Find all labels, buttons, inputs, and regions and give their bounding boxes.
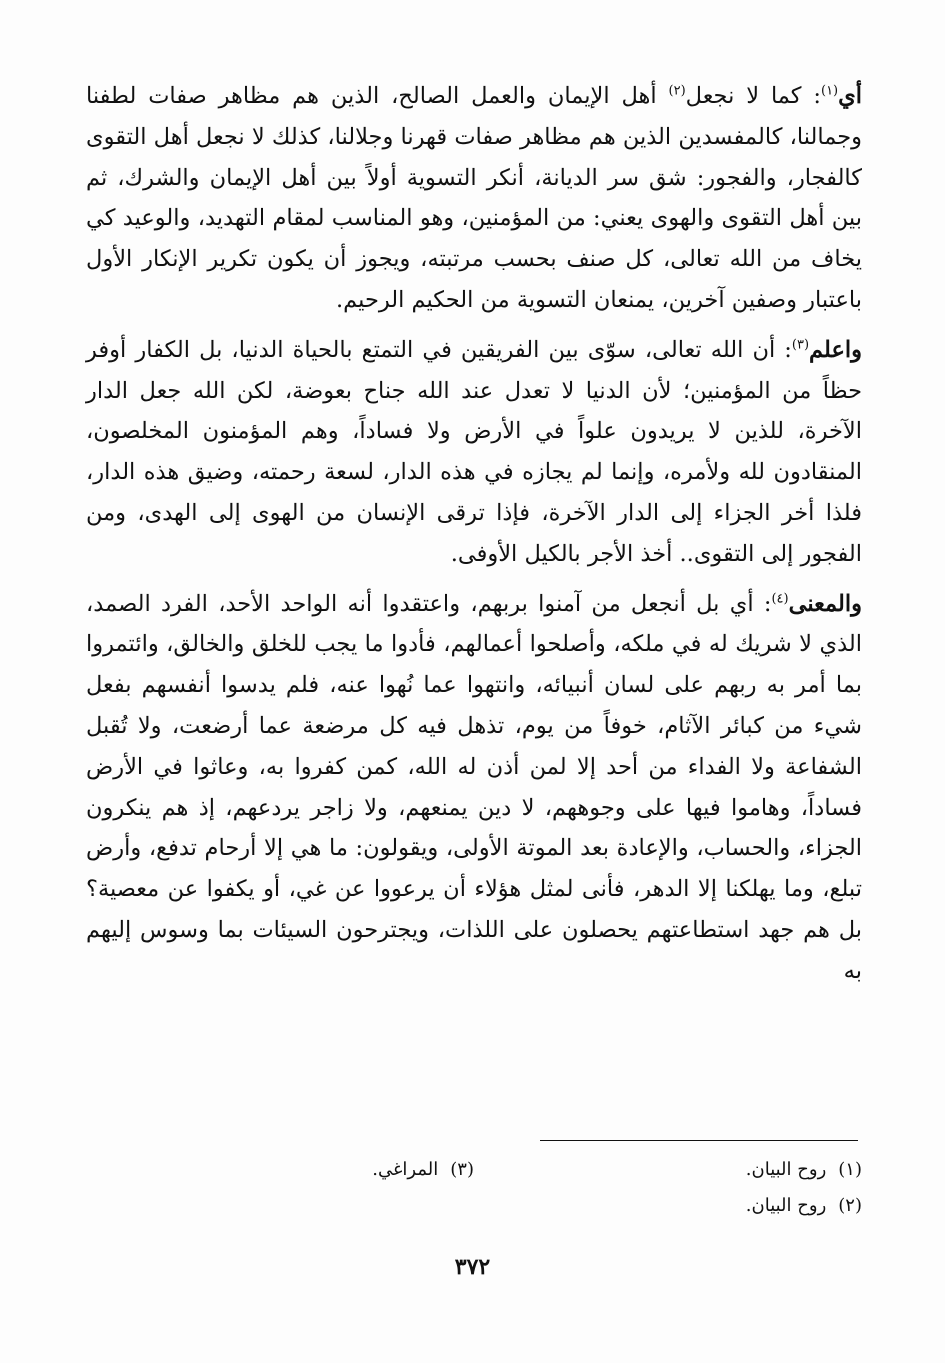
footnote-row — [86, 1188, 862, 1224]
footnote-ref: (٢) — [668, 83, 686, 99]
paragraph-3 — [86, 584, 862, 992]
footnote-item — [86, 1152, 474, 1188]
footnote-ref: (١) — [820, 83, 839, 99]
page-number: ٣٧٢ — [454, 1254, 491, 1280]
paragraph-lead: والمعنى — [788, 590, 862, 617]
footnote-text: روح البيان. — [745, 1195, 827, 1216]
footnotes — [86, 1152, 862, 1224]
footnote-item — [462, 1188, 862, 1224]
paragraph-text: : أن الله تعالى، سوّى بين الفريقين في التمتع بالحياة الدنيا، بل الكفار أوفر حظاً من المؤمنين؛ لأن الدنيا لا تعدل عند الله جناح بعوضة، لكن الله جعل الدار الآخرة، للذين لا يريدون علواً في الأرض ولا فساداً، وهم المؤمنون المخلصون، المنقادون لله ولأمره، وإنما لم يجازه في هذه الدار، لسعة رحمته، وضيق هذه الدار، فلذا أخر الجزاء إلى الدار الآخرة، فإذا ترقى الإنسان من الهوى إلى الهدى، ومن الفجور إلى التقوى.. أخذ الأجر بالكيل الأوفى. — [86, 336, 862, 567]
footnote-text: المراغي. — [372, 1159, 439, 1180]
footnote-ref: (٤) — [771, 591, 789, 607]
paragraph-2 — [86, 330, 862, 575]
paragraph-lead: أي — [838, 83, 862, 109]
paragraph-lead: واعلم — [809, 336, 862, 363]
footnote-separator — [540, 1140, 858, 1141]
paragraph-text: : أي بل أنجعل من آمنوا بربهم، واعتقدوا أنه الواحد الأحد، الفرد الصمد، الذي لا شريك له في ملكه، وأصلحوا أعمالهم، فأدوا ما يجب للخلق والخالق، وائتمروا بما أمر به ربهم على لسان أنبيائه، وانتهوا عما نُهوا عنه، فلم يدسوا أنفسهم بفعل شيء من كبائر الآثام، خوفاً من يوم، تذهل فيه كل مرضعة عما أرضعت، ولا تُقبل الشفاعة ولا الفداء من أحد إلا لمن أذن له الله، كمن كفروا به، وعاثوا في الأرض فساداً، وهاموا فيها على وجوههم، لا دين يمنعهم، ولا زاجر يردعهم، إذ هم ينكرون الجزاء، والحساب، والإعادة بعد الموتة الأولى، ويقولون: ما هي إلا أرحام تدفع، وأرض تبلع، وما يهلكنا إلا الدهر، فأنى لمثل هؤلاء أن يرعووا عن غي، أو يكفوا عن معصية؟ بل هم جهد استطاعتهم يحصلون على اللذات، ويجترحون السيئات بما وسوس إليهم به — [86, 590, 862, 984]
footnote-number: (١) — [838, 1159, 862, 1180]
footnote-row — [86, 1152, 862, 1188]
footnote-number: (٢) — [838, 1195, 862, 1216]
paragraph-1 — [86, 76, 862, 321]
footnote-number: (٣) — [450, 1159, 474, 1180]
main-text — [86, 76, 862, 1001]
footnote-text: روح البيان. — [745, 1159, 827, 1180]
footnote-ref: (٣) — [791, 337, 810, 353]
paragraph-text: أهل الإيمان والعمل الصالح، الذين هم مظاهر صفات لطفنا وجمالنا، كالمفسدين الذين هم مظاهر صفات قهرنا وجلالنا، كذلك لا نجعل أهل التقوى كالفجار، والفجور: شق سر الديانة، أنكر التسوية أولاً بين أهل الإيمان والشرك، ثم بين أهل التقوى والهوى يعني: من المؤمنين، وهو المناسب لمقام التهديد، والوعيد كي يخاف من الله تعالى، كل صنف بحسب مرتبته، ويجوز أن يكون تكرير الإنكار الأول باعتبار وصفين آخرين، يمنعان التسوية من الحكيم الرحيم. — [86, 83, 862, 313]
footnote-item — [474, 1152, 862, 1188]
paragraph-text: : كما لا نجعل — [685, 83, 821, 109]
